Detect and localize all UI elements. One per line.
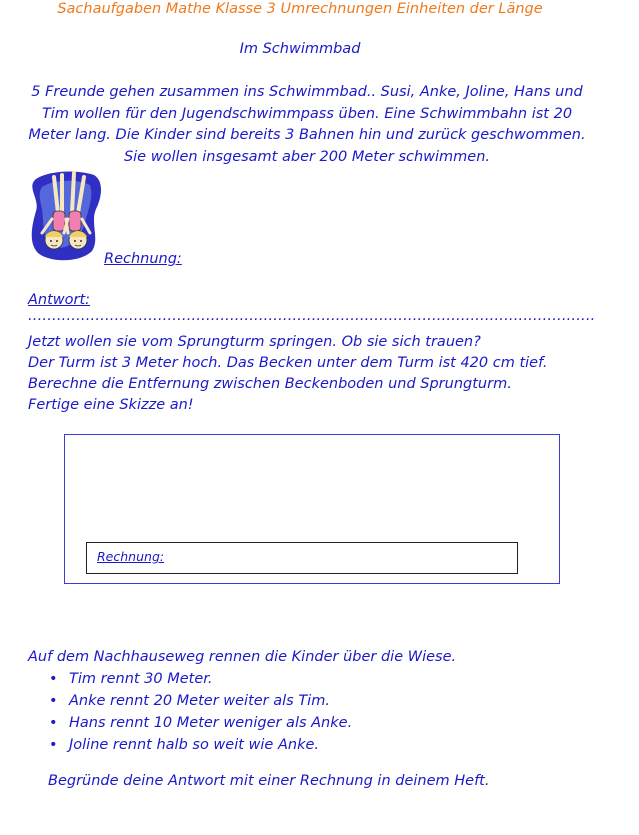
task2-line-2: Der Turm ist 3 Meter hoch. Das Becken unter dem Turm ist 420 cm tief. (28, 355, 548, 371)
task1-answer-label: Antwort: (28, 292, 91, 308)
list-item: • Tim rennt 30 Meter. (69, 668, 456, 690)
task2-text (28, 332, 548, 416)
task2-calc-box (86, 542, 518, 574)
task2-line-1: Jetzt wollen sie vom Sprungturm springen. Ob sie sich trauen? (28, 334, 481, 350)
swimmers-clipart-icon (28, 167, 106, 265)
task3 (28, 646, 456, 756)
task1-answer-dots: ...................................................................................................................... (28, 308, 596, 324)
task1-answer-line (28, 292, 639, 324)
task3-list (28, 668, 456, 756)
list-item: • Anke rennt 20 Meter weiter als Tim. (69, 690, 456, 712)
task3-intro: Auf dem Nachhauseweg rennen die Kinder über die Wiese. (28, 649, 457, 665)
task2-line-3: Berechne die Entfernung zwischen Beckenboden und Sprungturm. (28, 376, 512, 392)
task3-conclusion: Begründe deine Antwort mit einer Rechnung in deinem Heft. (48, 773, 490, 789)
task1-calc-label: Rechnung: (104, 251, 182, 267)
task2-line-4: Fertige eine Skizze an! (28, 397, 194, 413)
task1-text: 5 Freunde gehen zusammen ins Schwimmbad.. Susi, Anke, Joline, Hans und Tim wollen für den Jugendschwimmpass üben. Eine Schwimmbahn ist 20 Meter lang. Die Kinder sind bereits 3 Bahnen hin und zurück geschwommen. Sie wollen insgesamt aber 200 Meter schwimmen. (28, 84, 586, 165)
worksheet-title: Sachaufgaben Mathe Klasse 3 Umrechnungen Einheiten der Länge (57, 1, 543, 17)
task2-calc-label: Rechnung: (97, 549, 165, 564)
list-item: • Hans rennt 10 Meter weniger als Anke. (69, 712, 456, 734)
worksheet-subtitle: Im Schwimmbad (239, 41, 361, 57)
list-item: • Joline rennt halb so weit wie Anke. (69, 734, 456, 756)
